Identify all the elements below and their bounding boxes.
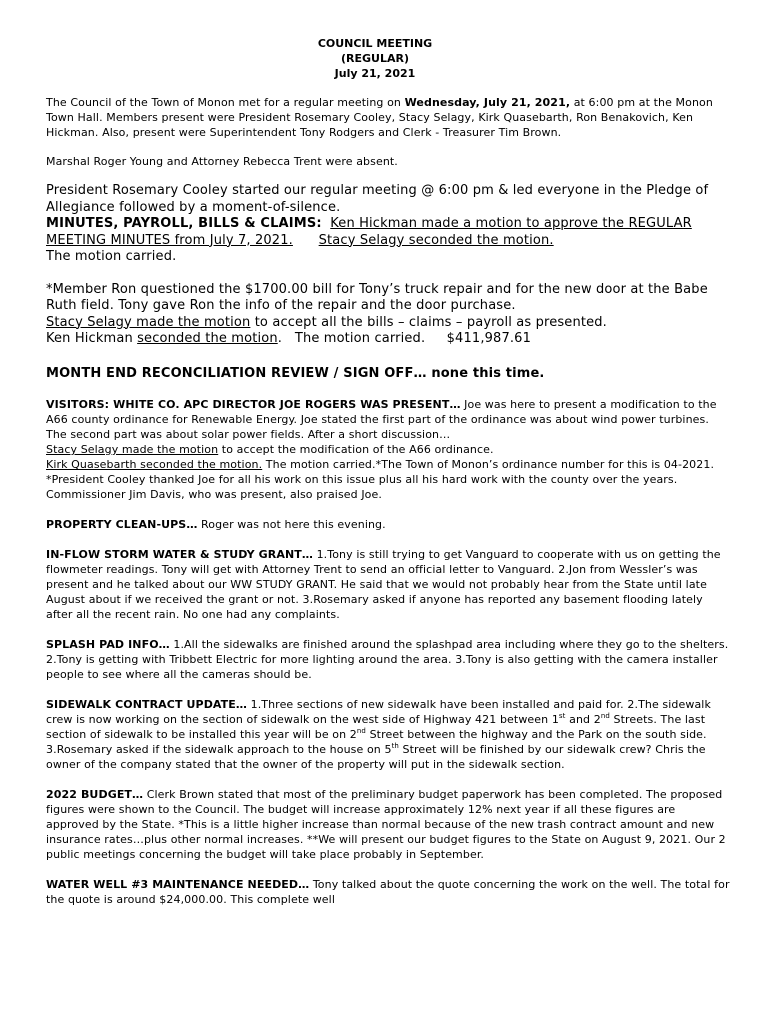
bills-total: . The motion carried. $411,987.61 — [277, 331, 531, 346]
bills-motion: Stacy Selagy made the motion — [46, 314, 251, 330]
minutes-motion: Ken Hickman made a motion to approve the REGULAR MEETING MINUTES from July 7, 2021. — [46, 216, 692, 248]
bills-second: seconded the motion — [137, 331, 278, 346]
splashpad-paragraph — [46, 637, 730, 682]
bills-paragraph — [46, 282, 730, 348]
budget-text: Clerk Brown stated that most of the preliminary budget paperwork has been completed. The proposed figures were shown to the Council. The budget will increase approximately 12% next year if all these figures are approved by the State. *This is a little higher increase than normal because of the new trash contract amount and new insurance rates…plus other normal increases. **We will present our budget figures to the State on August 9, 2021. Our 2 public meetings concerning the budget will take place probably in September. — [46, 788, 726, 861]
ordinal-suffix: nd — [356, 727, 366, 735]
waterwell-paragraph — [46, 877, 730, 907]
visitors-motion-text: to accept the modification of the A66 ordinance. — [218, 443, 494, 456]
cleanup-text: Roger was not here this evening. — [197, 518, 386, 531]
absent-paragraph: Marshal Roger Young and Attorney Rebecca Trent were absent. — [46, 155, 398, 168]
visitors-heading: VISITORS: WHITE CO. APC DIRECTOR JOE ROGERS WAS PRESENT… — [46, 398, 461, 411]
ordinal-suffix: st — [558, 712, 566, 720]
visitors-motion: Stacy Selagy made the motion — [46, 443, 219, 456]
header-title: COUNCIL MEETING — [317, 37, 433, 50]
stormwater-paragraph — [46, 547, 730, 622]
cleanup-paragraph — [46, 517, 730, 532]
bills-text: *Member Ron questioned the $1700.00 bill for Tony’s truck repair and for the new door at the Babe Ruth field. Tony gave Ron the info of the repair and the door purchase. — [46, 281, 708, 313]
minutes-heading: MINUTES, PAYROLL, BILLS & CLAIMS: — [46, 216, 322, 231]
visitors-carried: The motion carried.*The Town of Monon’s ordinance number for this is 04-2021. — [262, 458, 715, 471]
header-date: July 21, 2021 — [334, 67, 416, 80]
ordinal-suffix: nd — [600, 712, 610, 720]
sidewalk-text-2: and 2 — [565, 713, 601, 726]
budget-paragraph — [46, 787, 730, 862]
intro-paragraph — [46, 95, 730, 140]
splashpad-text: 1.All the sidewalks are finished around the splashpad area including where they go to the shelters. 2.Tony is getting with Tribbett Electric for more lighting around the area. 3.Tony is also getting with the camera installer people to see where all the cameras should be. — [46, 638, 729, 681]
reconciliation-heading: MONTH END RECONCILIATION REVIEW / SIGN OFF… none this time. — [46, 365, 545, 381]
minutes-second: Stacy Selagy seconded the motion. — [318, 232, 554, 248]
header-subtitle: (REGULAR) — [341, 52, 409, 65]
minutes-gap — [293, 233, 319, 248]
waterwell-heading: WATER WELL #3 MAINTENANCE NEEDED… — [46, 878, 310, 891]
stormwater-text: 1.Tony is still trying to get Vanguard to cooperate with us on getting the flowmeter readings. Tony will get with Attorney Trent to send an official letter to Vanguard. 2.Jon from Wessler’s was present and he talked about our WW STUDY GRANT. He said that we would not probably hear from the State until late August about if we received the grant or not. 3.Rosemary asked if anyone has reported any basement flooding lately after all the recent rain. No one had any complaints. — [46, 548, 721, 621]
visitors-thanks: *President Cooley thanked Joe for all his work on this issue plus all his hard work with the county over the years. Commissioner Jim Davis, who was present, also praised Joe. — [46, 473, 678, 501]
meeting-date: Wednesday, July 21, 2021, — [404, 96, 571, 109]
sidewalk-text-5: 3.Rosemary asked if the sidewalk approach to the house on 5 — [46, 743, 392, 756]
budget-heading: 2022 BUDGET… — [46, 788, 144, 801]
cleanup-heading: PROPERTY CLEAN-UPS… — [46, 518, 198, 531]
bills-seconder: Ken Hickman — [46, 331, 138, 346]
minutes-carried: The motion carried. — [46, 249, 177, 264]
sidewalk-text-3: Streets. The last section of sidewalk to be installed this year will be on 2 — [46, 713, 706, 741]
bills-motion-text: to accept all the bills – claims – payroll as presented. — [250, 314, 607, 330]
document-page — [46, 36, 730, 907]
sidewalk-text-6: Street will be finished by our sidewalk crew? Chris the owner of the company stated that the owner of the property will put in the sidewalk section. — [46, 743, 706, 771]
sidewalk-text-1: 1.Three sections of new sidewalk have been installed and paid for. 2.The sidewalk crew is now working on the section of sidewalk on the west side of Highway 421 between 1 — [46, 698, 711, 726]
stormwater-heading: IN-FLOW STORM WATER & STUDY GRANT… — [46, 548, 313, 561]
visitors-paragraph — [46, 397, 730, 502]
document-header — [46, 36, 730, 81]
sidewalk-text-4: Street between the highway and the Park on the south side. — [365, 728, 707, 741]
minutes-paragraph — [46, 216, 730, 266]
opening-paragraph: President Rosemary Cooley started our regular meeting @ 6:00 pm & led everyone in the Pledge of Allegiance followed by a moment-of-silence. — [46, 183, 709, 215]
sidewalk-paragraph — [46, 697, 730, 772]
splashpad-heading: SPLASH PAD INFO… — [46, 638, 170, 651]
sidewalk-heading: SIDEWALK CONTRACT UPDATE… — [46, 698, 247, 711]
visitors-text: Joe was here to present a modification to the A66 county ordinance for Renewable Energy. Joe stated the first part of the ordinance was about wind power turbines. The second part was about solar power fields. After a short discussion… — [46, 398, 717, 441]
waterwell-text: Tony talked about the quote concerning the work on the well. The total for the quote is around $24,000.00. This complete well — [46, 878, 730, 906]
intro-attendance: at 6:00 pm at the Monon Town Hall. Members present were President Rosemary Cooley, Stacy Selagy, Kirk Quasebarth, Ron Benakovich, Ken Hickman. Also, present were Superintendent Tony Rodgers and Clerk - Treasurer Tim Brown. — [46, 96, 713, 139]
intro-text: The Council of the Town of Monon met for a regular meeting on — [46, 96, 405, 109]
ordinal-suffix: th — [391, 742, 399, 750]
visitors-second: Kirk Quasebarth seconded the motion. — [46, 458, 263, 471]
